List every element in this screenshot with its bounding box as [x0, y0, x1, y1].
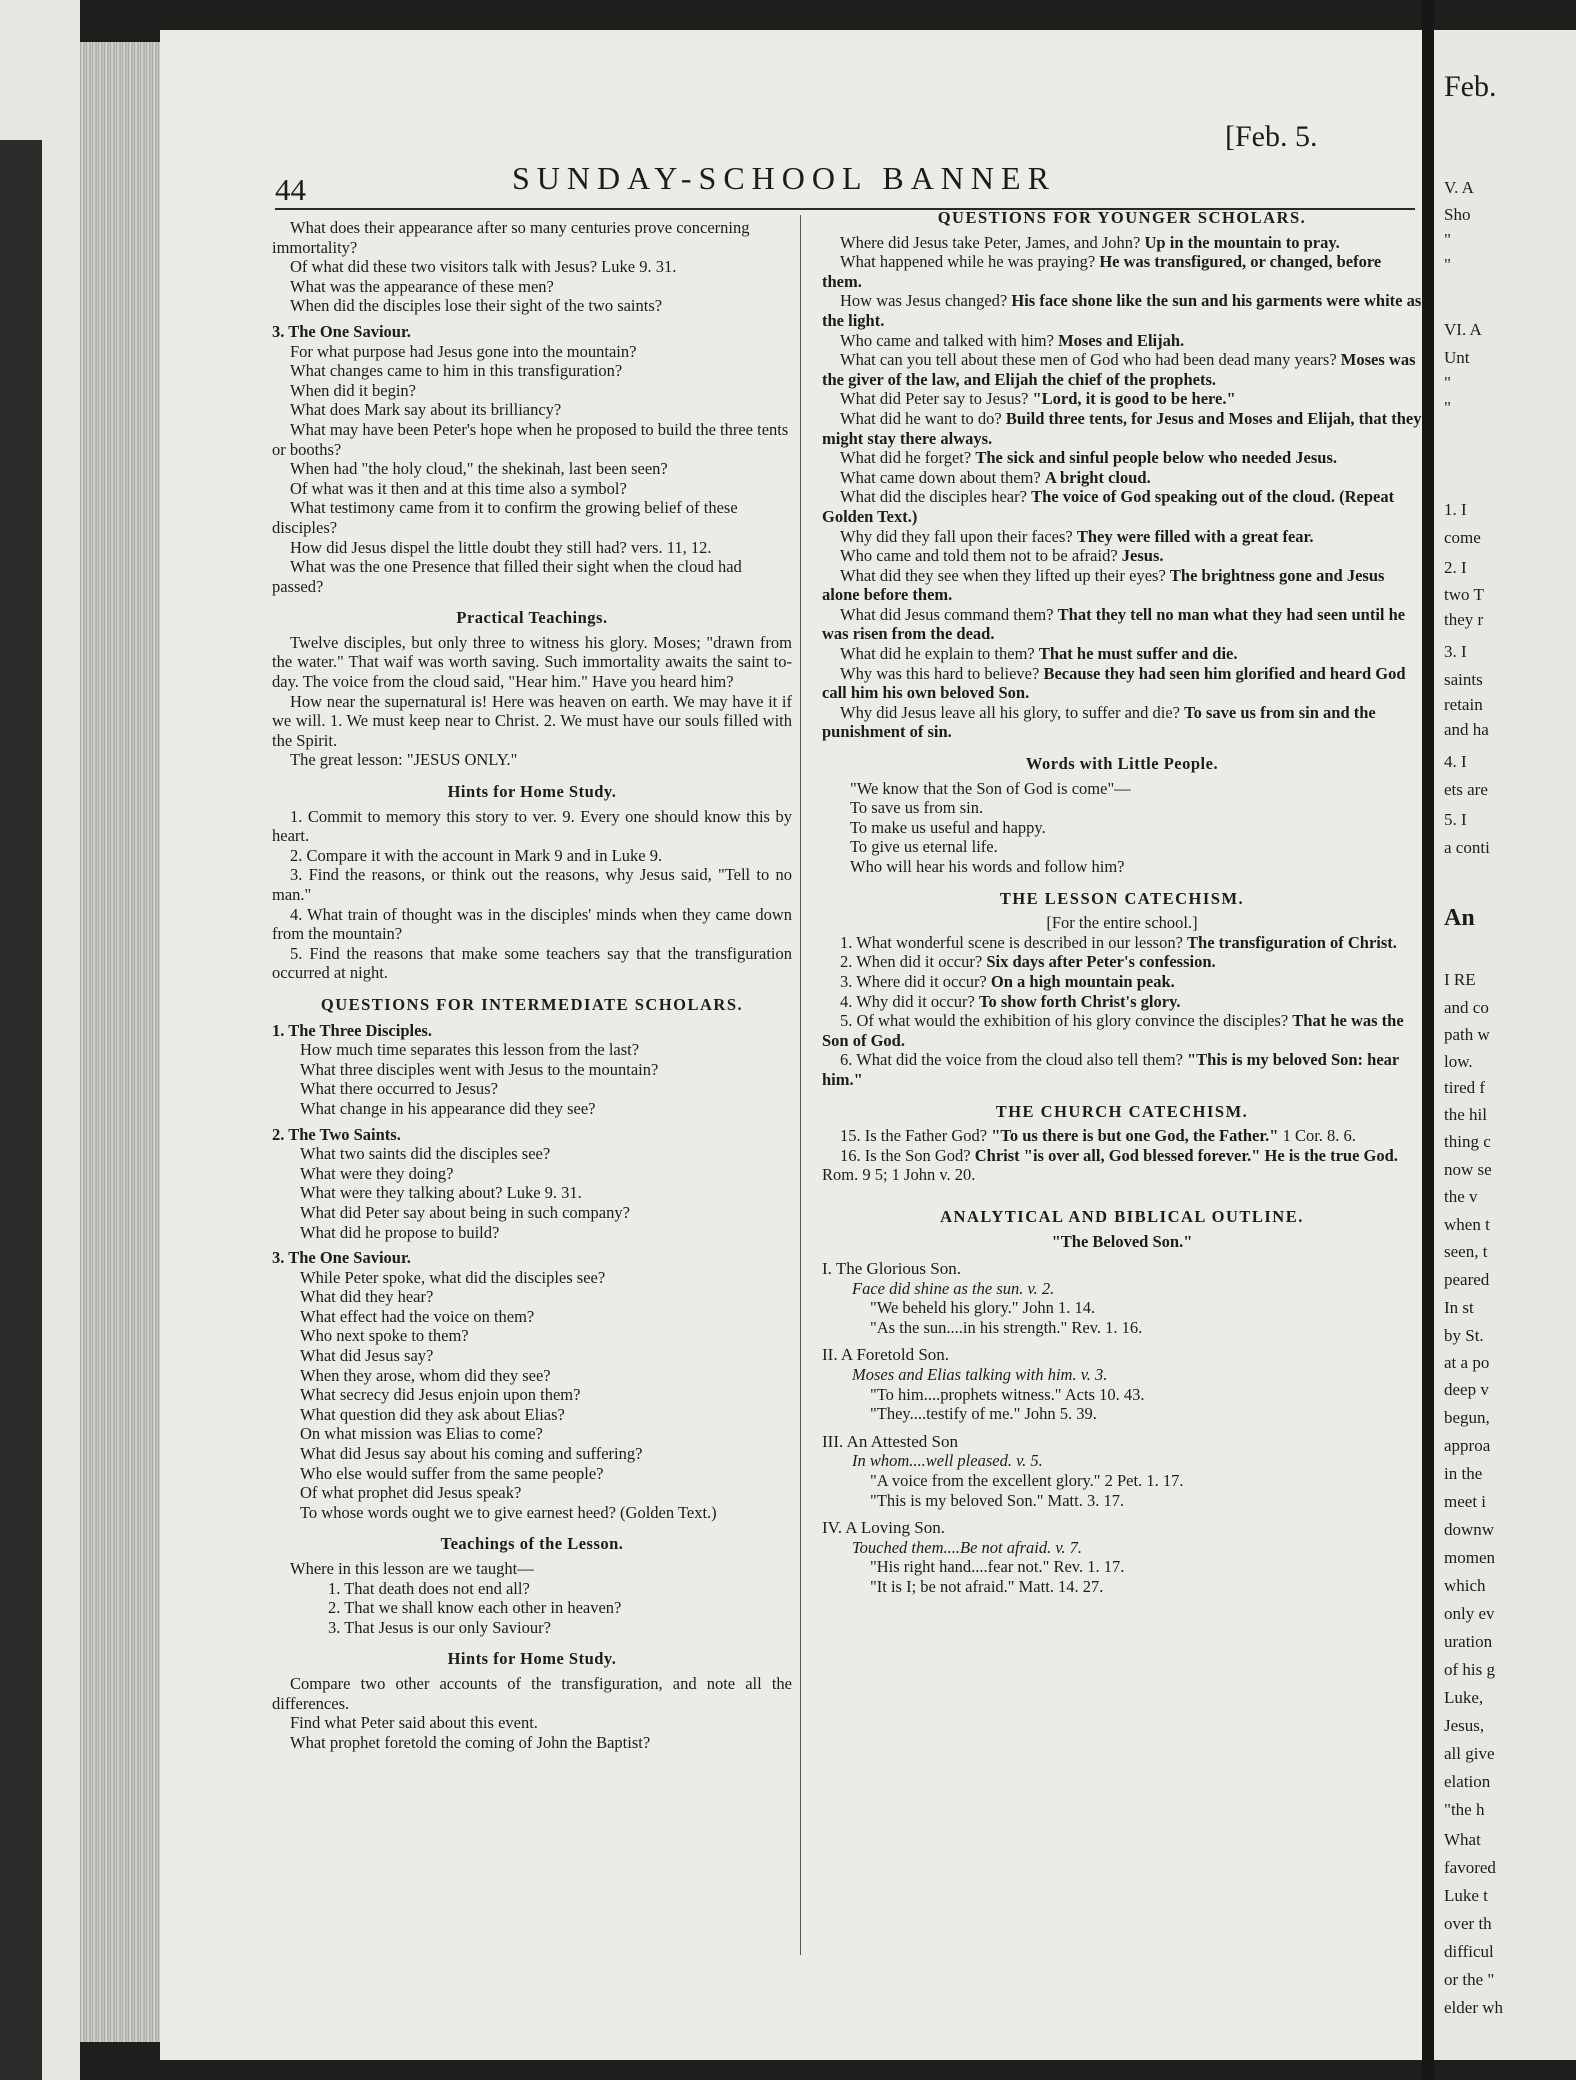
header-date: [Feb. 5.	[1225, 120, 1318, 153]
right-page-line: saints	[1444, 670, 1483, 689]
lesson-catechism	[822, 933, 1422, 1090]
right-page-line: "	[1444, 373, 1451, 392]
right-page-line: deep v	[1444, 1380, 1489, 1399]
younger-qa	[822, 331, 1422, 351]
answer-text: The voice of God speaking out of the cloud. (Repeat Golden Text.)	[822, 487, 1395, 526]
scanner-shadow	[0, 140, 42, 2080]
question-text: What did the disciples hear?	[840, 487, 1032, 507]
right-page-line: of his g	[1444, 1660, 1495, 1679]
catechism-qa	[822, 1146, 1422, 1185]
teaching-item: 2. That we shall know each other in heaven?	[328, 1598, 622, 1618]
answer-text: Moses and Elijah.	[1058, 330, 1185, 350]
outline-subtitle: "The Beloved Son."	[1051, 1231, 1193, 1251]
right-page-line: 1. I	[1444, 500, 1467, 519]
right-page-line: which	[1444, 1576, 1486, 1595]
question: What did they hear?	[300, 1287, 434, 1307]
younger-qa	[822, 448, 1422, 468]
question: What changes came to him in this transfiguration?	[290, 361, 623, 381]
reference: 1 Cor. 8. 6.	[1278, 1126, 1356, 1146]
hint: 3. Find the reasons, or think out the reasons, why Jesus said, "Tell to no man."	[272, 865, 792, 904]
younger-qa	[822, 233, 1422, 253]
question-text: Where did Jesus take Peter, James, and John?	[840, 232, 1145, 252]
right-page-line: uration	[1444, 1632, 1493, 1651]
outline-title: ANALYTICAL AND BIBLICAL OUTLINE.	[940, 1206, 1304, 1226]
question: Of what prophet did Jesus speak?	[300, 1483, 522, 1503]
hint: 1. Commit to memory this story to ver. 9. Every one should know this by heart.	[272, 806, 792, 846]
right-page-line: path w	[1444, 1025, 1490, 1044]
hints-title: Hints for Home Study.	[447, 782, 617, 802]
question: Of what did these two visitors talk with Jesus? Luke 9. 31.	[290, 257, 677, 277]
question: What change in his appearance did they see?	[300, 1098, 596, 1118]
hint: 4. What train of thought was in the disciples' minds when they came down from the mountain?	[272, 904, 792, 944]
right-page-line: the hil	[1444, 1105, 1487, 1124]
right-page-line: An	[1444, 905, 1475, 931]
question: What does their appearance after so many centuries prove concerning immortality?	[272, 218, 750, 257]
right-page-line: I RE	[1444, 970, 1476, 989]
intermediate-title: QUESTIONS FOR INTERMEDIATE SCHOLARS.	[320, 994, 744, 1014]
question: What did Peter say about being in such company?	[300, 1202, 630, 1222]
right-page-line: 4. I	[1444, 752, 1467, 771]
reference: Rom. 9 5; 1 John v. 20.	[822, 1165, 976, 1185]
hint: 5. Find the reasons that make some teachers say that the transfiguration occurred at night.	[272, 943, 792, 983]
answer-text: The transfiguration of Christ.	[1187, 932, 1397, 952]
question-text: What did they see when they lifted up their eyes?	[840, 565, 1170, 585]
verse-line: To make us useful and happy.	[850, 817, 1046, 837]
right-page-line: favored	[1444, 1858, 1496, 1877]
right-page-line: momen	[1444, 1548, 1495, 1567]
younger-qa	[822, 605, 1422, 644]
outline-heading: IV. A Loving Son.	[822, 1518, 945, 1538]
running-title: SUNDAY-SCHOOL BANNER	[512, 160, 1056, 196]
section-title: 1. The Three Disciples.	[272, 1020, 432, 1040]
outline-heading: II. A Foretold Son.	[822, 1345, 950, 1365]
answer-text: Christ "is over all, God blessed forever." He is the true God.	[974, 1145, 1398, 1165]
right-page-line: meet i	[1444, 1492, 1487, 1511]
question: While Peter spoke, what did the disciples see?	[300, 1267, 606, 1287]
answer-text: The brightness gone and Jesus alone before them.	[822, 565, 1385, 605]
lesson-catechism-subtitle: [For the entire school.]	[1046, 913, 1198, 933]
hint: Compare two other accounts of the transfiguration, and note all the differences.	[272, 1673, 792, 1713]
question: What question did they ask about Elias?	[300, 1404, 565, 1424]
younger-qa	[822, 291, 1422, 330]
answer-text: That he must suffer and die.	[1038, 644, 1238, 664]
right-page-line: 3. I	[1444, 642, 1467, 661]
younger-qa	[822, 487, 1422, 526]
catechism-qa	[822, 1050, 1422, 1089]
question: Of what was it then and at this time also a symbol?	[290, 478, 627, 498]
right-page-line: What	[1444, 1830, 1481, 1849]
answer-text: Build three tents, for Jesus and Moses and Elijah, that they might stay there always.	[822, 408, 1422, 448]
answer-text: His face shone like the sun and his garments were white as the light.	[822, 291, 1422, 330]
younger-qa	[822, 644, 1422, 664]
question-text: What did Peter say to Jesus?	[840, 389, 1033, 409]
right-page-line: they r	[1444, 610, 1484, 629]
question-text: 16. Is the Son God?	[840, 1145, 975, 1165]
right-page-line: peared	[1444, 1270, 1490, 1289]
right-page-line: a conti	[1444, 838, 1490, 857]
right-page-line: come	[1444, 528, 1481, 547]
catechism-qa	[822, 972, 1422, 992]
younger-qa	[822, 566, 1422, 605]
right-page-line: or the "	[1444, 1970, 1495, 1989]
left-page	[160, 30, 1422, 2060]
left-column	[272, 218, 792, 1752]
verse-line: "We know that the Son of God is come"—	[850, 778, 1131, 798]
right-column	[822, 208, 1422, 1597]
right-page-line: V. A	[1444, 178, 1474, 197]
right-page-line: now se	[1444, 1160, 1492, 1179]
question: Who next spoke to them?	[300, 1326, 469, 1346]
question-text: 1. What wonderful scene is described in our lesson?	[840, 932, 1188, 952]
right-page-line: in the	[1444, 1464, 1483, 1483]
answer-text: Because they had seen him glorified and heard God call him his own beloved Son.	[822, 663, 1406, 703]
right-page-line: Luke,	[1444, 1688, 1484, 1707]
answer-text: "To us there is but one God, the Father."	[991, 1126, 1279, 1146]
outline-reference: "To him....prophets witness." Acts 10. 43.	[870, 1384, 1145, 1404]
younger-qa	[822, 703, 1422, 742]
right-page-line: approa	[1444, 1436, 1491, 1455]
question-text: Who came and told them not to be afraid?	[840, 546, 1122, 566]
question-text: What did he want to do?	[840, 408, 1006, 428]
right-page-line: low.	[1444, 1052, 1473, 1071]
question: What does Mark say about its brilliancy?	[290, 400, 562, 420]
book-gutter	[1422, 0, 1434, 2080]
younger-qa	[822, 546, 1422, 566]
question: What were they talking about? Luke 9. 31.	[300, 1183, 582, 1203]
question: What three disciples went with Jesus to the mountain?	[300, 1059, 659, 1079]
question-text: What did he explain to them?	[840, 644, 1039, 664]
question: What was the one Presence that filled their sight when the cloud had passed?	[272, 557, 742, 596]
question-text: Who came and talked with him?	[840, 330, 1059, 350]
question-text: Why did Jesus leave all his glory, to suffer and die?	[840, 702, 1185, 722]
younger-qa	[822, 664, 1422, 703]
church-catechism-title: THE CHURCH CATECHISM.	[995, 1101, 1249, 1121]
answer-text: "This is my beloved Son: hear him."	[822, 1050, 1399, 1089]
one-saviour-questions	[272, 342, 792, 597]
right-page-line: thing c	[1444, 1132, 1491, 1151]
hint: Find what Peter said about this event.	[290, 1713, 538, 1733]
younger-title: QUESTIONS FOR YOUNGER SCHOLARS.	[937, 208, 1307, 227]
younger-questions	[822, 233, 1422, 742]
question-text: 4. Why did it occur?	[840, 991, 979, 1011]
outline-reference: "They....testify of me." John 5. 39.	[870, 1404, 1097, 1424]
question: What testimony came from it to confirm the growing belief of these disciples?	[272, 498, 738, 537]
younger-qa	[822, 468, 1422, 488]
outline-text: In whom....well pleased. v. 5.	[852, 1451, 1043, 1471]
church-catechism	[822, 1126, 1422, 1185]
younger-qa	[822, 527, 1422, 547]
question: When had "the holy cloud," the shekinah, last been seen?	[290, 459, 668, 479]
section-title: 2. The Two Saints.	[272, 1124, 401, 1144]
question-text: 15. Is the Father God?	[840, 1126, 992, 1146]
catechism-qa	[822, 992, 1422, 1012]
words-title: Words with Little People.	[1025, 754, 1219, 774]
right-page-line: "the h	[1444, 1800, 1485, 1819]
outline-reference: "We beheld his glory." John 1. 14.	[870, 1298, 1096, 1318]
answer-text: That he was the Son of God.	[822, 1011, 1404, 1050]
right-page-line: VI. A	[1444, 320, 1482, 339]
right-page-line: "	[1444, 398, 1451, 417]
question: When they arose, whom did they see?	[300, 1365, 551, 1385]
question: What were they doing?	[300, 1163, 454, 1183]
question: How did Jesus dispel the little doubt they still had? vers. 11, 12.	[290, 537, 712, 557]
question-text: Why was this hard to believe?	[840, 663, 1044, 683]
right-page-line: elder wh	[1444, 1998, 1504, 2017]
question: What did Jesus say?	[300, 1346, 434, 1366]
answer-text: A bright cloud.	[1044, 467, 1151, 487]
younger-qa	[822, 350, 1422, 389]
answer-text: He was transfigured, or changed, before them.	[822, 252, 1382, 291]
question: When did the disciples lose their sight of the two saints?	[290, 296, 663, 316]
answer-text: Up in the mountain to pray.	[1144, 232, 1340, 252]
question-text: What happened while he was praying?	[840, 252, 1100, 272]
practical-text: How near the supernatural is! Here was heaven on earth. We may have it if we will. 1. We must keep near to Christ. 2. We must have our souls filled with the Spirit.	[272, 691, 792, 750]
section-title: 3. The One Saviour.	[272, 321, 411, 341]
right-page-fragment	[1434, 30, 1576, 2060]
outline-heading: III. An Attested Son	[822, 1431, 958, 1451]
right-page-line: begun,	[1444, 1408, 1490, 1427]
practical-teachings-title: Practical Teachings.	[456, 608, 608, 628]
answer-text: "Lord, it is good to be here."	[1032, 389, 1236, 409]
question-text: Why did they fall upon their faces?	[840, 526, 1077, 546]
question: To whose words ought we to give earnest heed? (Golden Text.)	[300, 1502, 717, 1522]
right-page-line: over th	[1444, 1914, 1492, 1933]
outline-text: Touched them....Be not afraid. v. 7.	[852, 1537, 1083, 1557]
question: What did he propose to build?	[300, 1222, 500, 1242]
outline-text: Face did shine as the sun. v. 2.	[852, 1278, 1055, 1298]
right-page-line: retain	[1444, 695, 1483, 714]
right-page-line: 5. I	[1444, 810, 1467, 829]
answer-text: Jesus.	[1121, 546, 1164, 566]
younger-qa	[822, 389, 1422, 409]
right-page-line: In st	[1444, 1298, 1474, 1317]
question-text: What can you tell about these men of God who had been dead many years?	[840, 350, 1341, 370]
answer-text: On a high mountain peak.	[990, 971, 1175, 991]
question: What did Jesus say about his coming and suffering?	[300, 1444, 643, 1464]
right-page-line: ets are	[1444, 780, 1488, 799]
right-page-line: 2. I	[1444, 558, 1467, 577]
teachings-title: Teachings of the Lesson.	[440, 1534, 624, 1554]
outline-reference: "It is I; be not afraid." Matt. 14. 27.	[870, 1577, 1104, 1596]
question: When did it begin?	[290, 380, 417, 400]
answer-text: They were filled with a great fear.	[1076, 526, 1314, 546]
question: What two saints did the disciples see?	[300, 1144, 551, 1164]
question: What effect had the voice on them?	[300, 1306, 535, 1326]
right-page-line: Sho	[1444, 205, 1471, 224]
catechism-qa	[822, 1011, 1422, 1050]
right-page-line: Luke t	[1444, 1886, 1488, 1905]
question: What was the appearance of these men?	[290, 276, 554, 296]
right-page-line: the v	[1444, 1187, 1478, 1206]
question: How much time separates this lesson from the last?	[300, 1040, 640, 1060]
question-text: What did Jesus command them?	[840, 604, 1058, 624]
question-text: 6. What did the voice from the cloud also tell them?	[840, 1050, 1188, 1070]
question-text: 2. When did it occur?	[840, 952, 987, 972]
verse-line: Who will hear his words and follow him?	[850, 857, 1125, 876]
right-page-line: when t	[1444, 1215, 1490, 1234]
intro-questions	[272, 218, 792, 316]
outline-text: Moses and Elias talking with him. v. 3.	[852, 1365, 1108, 1385]
answer-text: Moses was the giver of the law, and Elijah the chief of the prophets.	[822, 350, 1416, 389]
question: Who else would suffer from the same people?	[300, 1463, 604, 1483]
book-page-edges	[80, 42, 160, 2042]
hint: 2. Compare it with the account in Mark 9 and in Luke 9.	[290, 845, 663, 865]
right-page-line: two T	[1444, 585, 1484, 604]
right-page-line: and ha	[1444, 720, 1489, 739]
verse-line: To save us from sin.	[850, 798, 984, 818]
question-text: 5. Of what would the exhibition of his glory convince the disciples?	[840, 1011, 1293, 1031]
question: For what purpose had Jesus gone into the mountain?	[290, 341, 637, 361]
outline-reference: "This is my beloved Son." Matt. 3. 17.	[870, 1490, 1125, 1510]
section-title: 3. The One Saviour.	[272, 1248, 411, 1268]
right-page-line: tired f	[1444, 1078, 1486, 1097]
teaching-item: 3. That Jesus is our only Saviour?	[328, 1617, 551, 1637]
right-page-line: by St.	[1444, 1326, 1484, 1345]
right-page-line: only ev	[1444, 1604, 1495, 1623]
younger-qa	[822, 409, 1422, 448]
answer-text: That they tell no man what they had seen until he was risen from the dead.	[822, 604, 1406, 644]
question-text: How was Jesus changed?	[840, 291, 1012, 311]
question: On what mission was Elias to come?	[300, 1424, 543, 1444]
question-text: What did he forget?	[840, 448, 976, 468]
catechism-qa	[822, 1126, 1422, 1146]
right-page-line: all give	[1444, 1744, 1495, 1763]
teachings-intro: Where in this lesson are we taught—	[290, 1559, 534, 1578]
hints-title: Hints for Home Study.	[447, 1649, 617, 1669]
right-page-header: Feb.	[1444, 70, 1497, 103]
answer-text: To show forth Christ's glory.	[979, 991, 1181, 1011]
outline	[822, 1259, 1422, 1597]
question: What there occurred to Jesus?	[300, 1079, 498, 1099]
right-page-line: difficul	[1444, 1942, 1494, 1961]
answer-text: Six days after Peter's confession.	[986, 952, 1216, 972]
right-page-line: elation	[1444, 1772, 1491, 1791]
page-number: 44	[275, 172, 306, 207]
right-page-line: Unt	[1444, 348, 1470, 367]
right-page-line: seen, t	[1444, 1242, 1488, 1261]
younger-qa	[822, 252, 1422, 291]
outline-reference: "As the sun....in his strength." Rev. 1. 16.	[870, 1317, 1143, 1337]
catechism-qa	[822, 952, 1422, 972]
answer-text: To save us from sin and the punishment of sin.	[822, 702, 1376, 742]
column-rule	[800, 215, 801, 1955]
verse-line: To give us eternal life.	[850, 837, 998, 857]
right-page-line: "	[1444, 255, 1451, 274]
lesson-catechism-title: THE LESSON CATECHISM.	[999, 888, 1245, 908]
question-text: 3. Where did it occur?	[840, 971, 991, 991]
question-text: What came down about them?	[840, 467, 1045, 487]
great-lesson: The great lesson: "JESUS ONLY."	[290, 750, 518, 770]
right-page-line: "	[1444, 230, 1451, 249]
question: What secrecy did Jesus enjoin upon them?	[300, 1385, 581, 1405]
hint: What prophet foretold the coming of John the Baptist?	[290, 1732, 651, 1752]
outline-reference: "His right hand....fear not." Rev. 1. 17.	[870, 1557, 1125, 1577]
right-page-line: and co	[1444, 998, 1489, 1017]
teaching-item: 1. That death does not end all?	[328, 1578, 530, 1598]
right-page-line: downw	[1444, 1520, 1495, 1539]
outline-heading: I. The Glorious Son.	[822, 1259, 961, 1279]
question: What may have been Peter's hope when he proposed to build the three tents or booths?	[272, 419, 789, 459]
outline-reference: "A voice from the excellent glory." 2 Pet. 1. 17.	[870, 1471, 1184, 1491]
catechism-qa	[822, 933, 1422, 953]
right-page-line: Jesus,	[1444, 1716, 1485, 1735]
practical-text: Twelve disciples, but only three to witness his glory. Moses; "drawn from the water." That waif was worth saving. Such immortality awaits the saint to-day. The voice from the cloud said, "Hear him." Have you heard him?	[272, 632, 792, 692]
answer-text: The sick and sinful people below who needed Jesus.	[975, 448, 1338, 468]
right-page-line: at a po	[1444, 1353, 1490, 1372]
